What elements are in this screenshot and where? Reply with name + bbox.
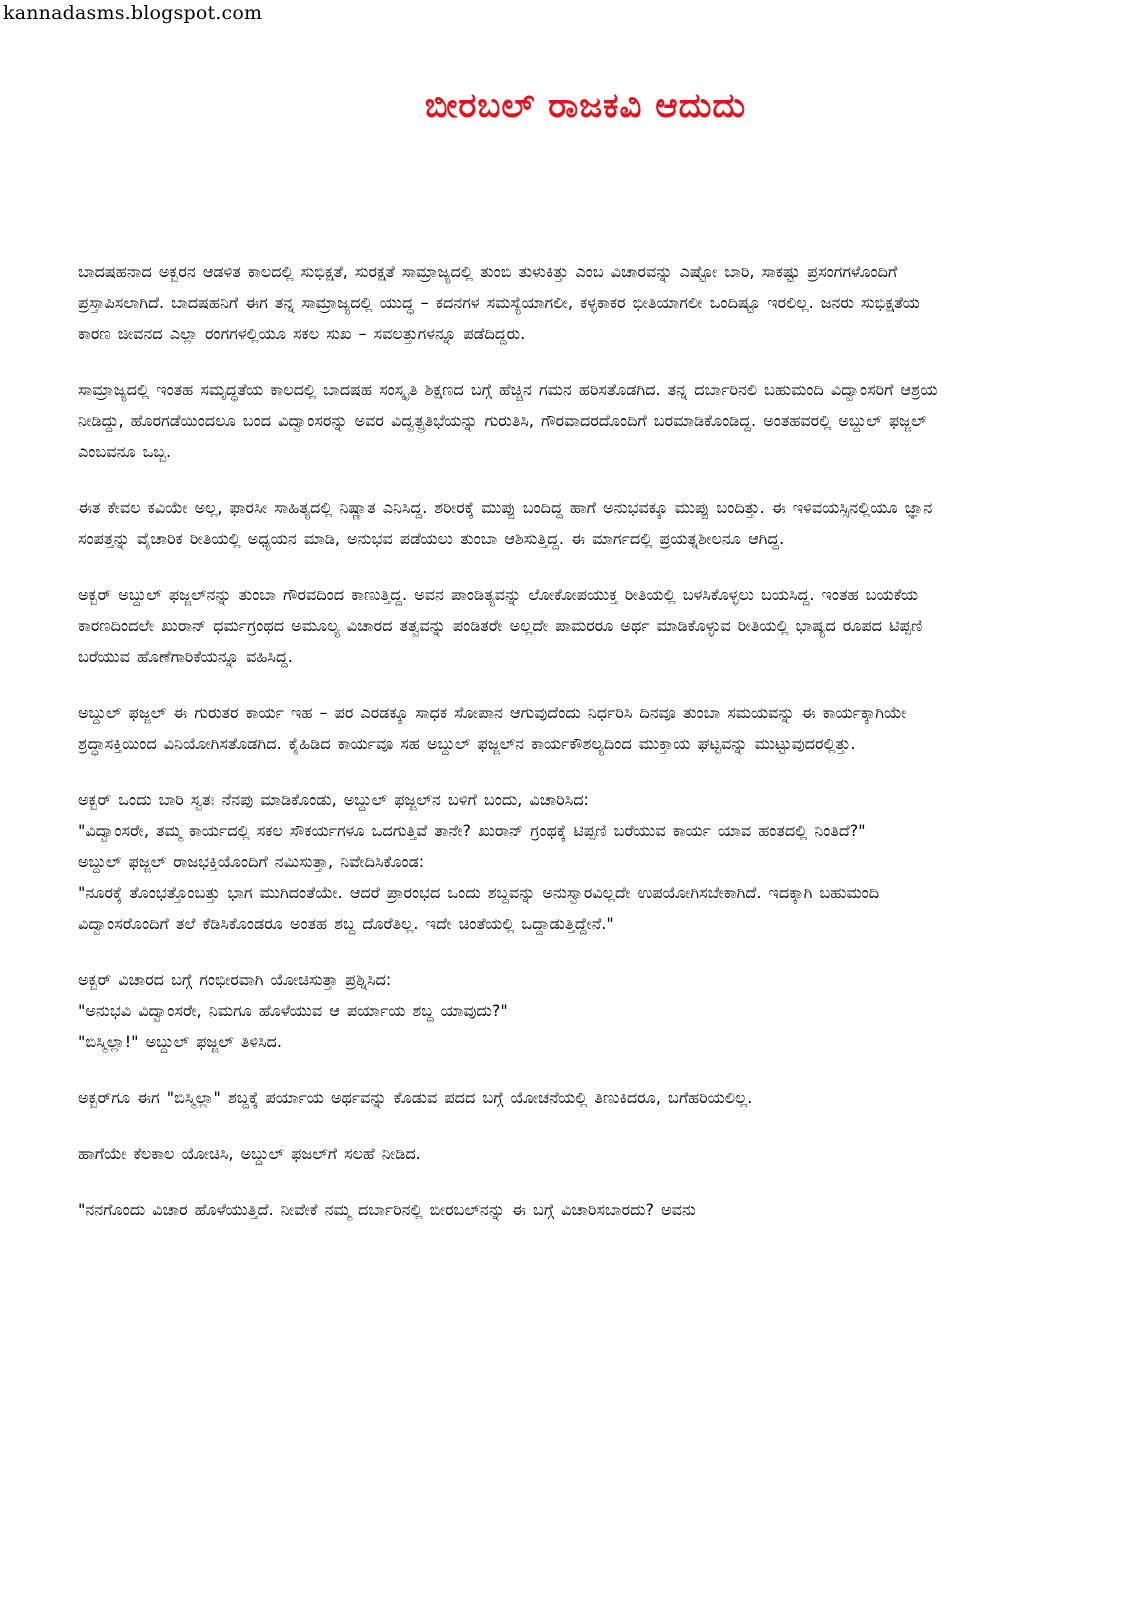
story-body [78,256,948,1250]
page-title: ಬೀರಬಲ್ ರಾಜಕವಿ ಆದುದು [424,86,747,126]
dialog-line: "ಅನುಭವಿ ವಿದ್ವಾಂಸರೇ, ನಿಮಗೂ ಹೊಳೆಯುವ ಆ ಪರ್ಯಾಯ ಶಬ್ದ ಯಾವುದು?" [78,1001,508,1020]
paragraph-closing-1: ಅಕ್ಬರ್‌ಗೂ ಈಗ "ಬಿಸ್ಮಿಲ್ಲಾ" ಶಬ್ದಕ್ಕೆ ಪರ್ಯಾಯ ಅರ್ಥವನ್ನು ಕೊಡುವ ಪದದ ಬಗ್ಗೆ ಯೋಚನೆಯಲ್ಲಿ ತಿಣುಕಿದರೂ, ಬಗೆಹರಿಯಲಿಲ್ಲ. [78,1088,753,1107]
dialog-line: "ಬಿಸ್ಮಿಲ್ಲಾ!" ಅಬ್ದುಲ್ ಫಜ್ಜಲ್ ತಿಳಿಸಿದ. [78,1032,282,1051]
paragraph-5: ಅಬ್ದುಲ್ ಫಜ್ಜಲ್ ಈ ಗುರುತರ ಕಾರ್ಯ ಇಹ – ಪರ ಎರಡಕ್ಕೂ ಸಾಧಕ ಸೋಪಾನ ಆಗುವುದೆಂದು ನಿರ್ಧರಿಸಿ ದಿನವೂ ತುಂಬಾ ಸಮಯವನ್ನು ಈ ಕಾರ್ಯಕ್ಕಾಗಿಯೇ ಶ್ರದ್ಧಾಸಕ್ತಿಯಿಂದ ವಿನಿಯೋಗಿಸತೊಡಗಿದ. ಕೈಹಿಡಿದ ಕಾರ್ಯವೂ ಸಹ ಅಬ್ದುಲ್ ಫಜ್ಜಲ್‌ನ ಕಾರ್ಯಕೌಶಲ್ಯದಿಂದ ಮುಕ್ತಾಯ ಘಟ್ಟವನ್ನು ಮುಟ್ಟುವುದರಲ್ಲಿತ್ತು. [78,703,907,753]
paragraph-1: ಬಾದಷಹನಾದ ಅಕ್ಬರನ ಆಡಳಿತ ಕಾಲದಲ್ಲಿ ಸುಭಿಕ್ಷತೆ, ಸುರಕ್ಷತೆ ಸಾಮ್ರಾಜ್ಯದಲ್ಲಿ ತುಂಬಿ ತುಳುಕಿತ್ತು ಎಂಬ ವಿಚಾರವನ್ನು ಎಷ್ಟೋ ಬಾರಿ, ಸಾಕಷ್ಟು ಪ್ರಸಂಗಗಳೊಂದಿಗೆ ಪ್ರಸ್ತಾಪಿಸಲಾಗಿದೆ. ಬಾದಷಹನಿಗೆ ಈಗ ತನ್ನ ಸಾಮ್ರಾಜ್ಯದಲ್ಲಿ ಯುದ್ಧ – ಕದನಗಳ ಸಮಸ್ಯೆಯಾಗಲೀ, ಕಳ್ಳಕಾಕರ ಭೀತಿಯಾಗಲೀ ಒಂದಿಷ್ಟೂ ಇರಲಿಲ್ಲ. ಜನರು ಸುಭಿಕ್ಷತೆಯ ಕಾರಣ ಜೀವನದ ಎಲ್ಲಾ ರಂಗಗಳಲ್ಲಿಯೂ ಸಕಲ ಸುಖ – ಸವಲತ್ತುಗಳನ್ನೂ ಪಡೆದಿದ್ದರು. [78,262,920,343]
dialog-line: ಅಕ್ಬರ್ ವಿಚಾರದ ಬಗ್ಗೆ ಗಂಭೀರವಾಗಿ ಯೋಚಿಸುತ್ತಾ ಪ್ರಶ್ನಿಸಿದ: [78,970,392,989]
paragraph-4: ಅಕ್ಬರ್ ಅಬ್ದುಲ್ ಫಜ್ಜಲ್‌ನನ್ನು ತುಂಬಾ ಗೌರವದಿಂದ ಕಾಣುತ್ತಿದ್ದ. ಅವನ ಪಾಂಡಿತ್ಯವನ್ನು ಲೋಕೋಪಯುಕ್ತ ರೀತಿಯಲ್ಲಿ ಬಳಸಿಕೊಳ್ಳಲು ಬಯಸಿದ್ದ. ಇಂತಹ ಬಯಕೆಯ ಕಾರಣದಿಂದಲೇ ಖುರಾನ್ ಧರ್ಮಗ್ರಂಥದ ಅಮೂಲ್ಯ ವಿಚಾರದ ತತ್ವವನ್ನು ಪಂಡಿತರೇ ಅಲ್ಲದೇ ಪಾಮರರೂ ಅರ್ಥ ಮಾಡಿಕೊಳ್ಳುವ ರೀತಿಯಲ್ಲಿ ಭಾಷ್ಯದ ರೂಪದ ಟಿಪ್ಪಣಿ ಬರೆಯುವ ಹೊಣೆಗಾರಿಕೆಯನ್ನೂ ವಹಿಸಿದ್ದ. [78,585,923,666]
site-header: kannadasms.blogspot.com [3,2,263,24]
dialog-group-1 [78,784,948,939]
paragraph-closing-3: "ನನಗೊಂದು ವಿಚಾರ ಹೊಳೆಯುತ್ತಿದೆ. ನೀವೇಕೆ ನಮ್ಮ ದರ್ಬಾರಿನಲ್ಲಿ ಬೀರಬಲ್‌ನನ್ನು ಈ ಬಗ್ಗೆ ವಿಚಾರಿಸಬಾರದು? ಅವನು [78,1200,696,1219]
paragraph-3: ಈತ ಕೇವಲ ಕವಿಯೇ ಅಲ್ಲ, ಫಾರಸೀ ಸಾಹಿತ್ಯದಲ್ಲಿ ನಿಷ್ಣಾತ ಎನಿಸಿದ್ದ. ಶರೀರಕ್ಕೆ ಮುಪ್ಪು ಬಂದಿದ್ದ ಹಾಗೆ ಅನುಭವಕ್ಕೂ ಮುಪ್ಪು ಬಂದಿತ್ತು. ಈ ಇಳಿವಯಸ್ಸಿನಲ್ಲಿಯೂ ಜ್ಞಾನ ಸಂಪತ್ತನ್ನು ವೈಚಾರಿಕ ರೀತಿಯಲ್ಲಿ ಅಧ್ಯಯನ ಮಾಡಿ, ಅನುಭವ ಪಡೆಯಲು ತುಂಬಾ ಆಶಿಸುತ್ತಿದ್ದ. ಈ ಮಾರ್ಗದಲ್ಲಿ ಪ್ರಯತ್ನಶೀಲನೂ ಆಗಿದ್ದ. [78,498,933,548]
dialog-line: "ನೂರಕ್ಕೆ ತೊಂಭತ್ತೊಂಬತ್ತು ಭಾಗ ಮುಗಿದಂತೆಯೇ. ಆದರೆ ಪ್ರಾರಂಭದ ಒಂದು ಶಬ್ದವನ್ನು ಅನುಸ್ವಾರವಿಲ್ಲದೇ ಉಪಯೋಗಿಸಬೇಕಾಗಿದೆ. ಇದಕ್ಕಾಗಿ ಬಹುಮಂದಿ ವಿದ್ವಾಂಸರೊಂದಿಗೆ ತಲೆ ಕೆಡಿಸಿಕೊಂಡರೂ ಅಂತಹ ಶಬ್ದ ದೊರೆತಿಲ್ಲ. ಇದೇ ಚಿಂತೆಯಲ್ಲಿ ಒದ್ದಾಡುತ್ತಿದ್ದೇನೆ." [78,883,880,933]
dialog-line: ಅಕ್ಬರ್ ಒಂದು ಬಾರಿ ಸ್ವತಃ ನೆನಪು ಮಾಡಿಕೊಂಡು, ಅಬ್ದುಲ್ ಫಜ್ಜಲ್‌ನ ಬಳಿಗೆ ಬಂದು, ವಿಚಾರಿಸಿದ: [78,790,589,809]
dialog-line: "ವಿದ್ವಾಂಸರೇ, ತಮ್ಮ ಕಾರ್ಯದಲ್ಲಿ ಸಕಲ ಸೌಕರ್ಯಗಳೂ ಒದಗುತ್ತಿವೆ ತಾನೇ? ಖುರಾನ್ ಗ್ರಂಥಕ್ಕೆ ಟಿಪ್ಪಣಿ ಬರೆಯುವ ಕಾರ್ಯ ಯಾವ ಹಂತದಲ್ಲಿ ನಿಂತಿದೆ?" [78,821,866,840]
dialog-line: ಅಬ್ದುಲ್ ಫಜ್ಜಲ್ ರಾಜಭಕ್ತಿಯೊಂದಿಗೆ ನಮಿಸುತ್ತಾ, ನಿವೇದಿಸಿಕೊಂಡ: [78,852,425,871]
paragraph-closing-2: ಹಾಗೆಯೇ ಕೆಲಕಾಲ ಯೋಚಿಸಿ, ಅಬ್ದುಲ್ ಫಜಲ್‌ಗೆ ಸಲಹೆ ನೀಡಿದ. [78,1144,421,1163]
dialog-group-2 [78,964,948,1057]
paragraph-2: ಸಾಮ್ರಾಜ್ಯದಲ್ಲಿ ಇಂತಹ ಸಮೃದ್ಧತೆಯ ಕಾಲದಲ್ಲಿ ಬಾದಷಹ ಸಂಸ್ಕೃತಿ ಶಿಕ್ಷಣದ ಬಗ್ಗೆ ಹೆಚ್ಚಿನ ಗಮನ ಹರಿಸತೊಡಗಿದ. ತನ್ನ ದರ್ಬಾರಿನಲಿ ಬಹುಮಂದಿ ವಿದ್ವಾಂಸರಿಗೆ ಆಶ್ರಯ ನೀಡಿದ್ದು, ಹೊರಗಡೆಯಿಂದಲೂ ಬಂದ ವಿದ್ವಾಂಸರನ್ನು ಅವರ ವಿದ್ವತ್ಪ್ರತಿಭೆಯನ್ನು ಗುರುತಿಸಿ, ಗೌರವಾದರದೊಂದಿಗೆ ಬರಮಾಡಿಕೊಂಡಿದ್ದ. ಅಂತಹವರಲ್ಲಿ ಅಬ್ದುಲ್ ಫಜ್ಜಲ್ ಎಂಬವನೂ ಒಬ್ಬ. [78,380,938,461]
